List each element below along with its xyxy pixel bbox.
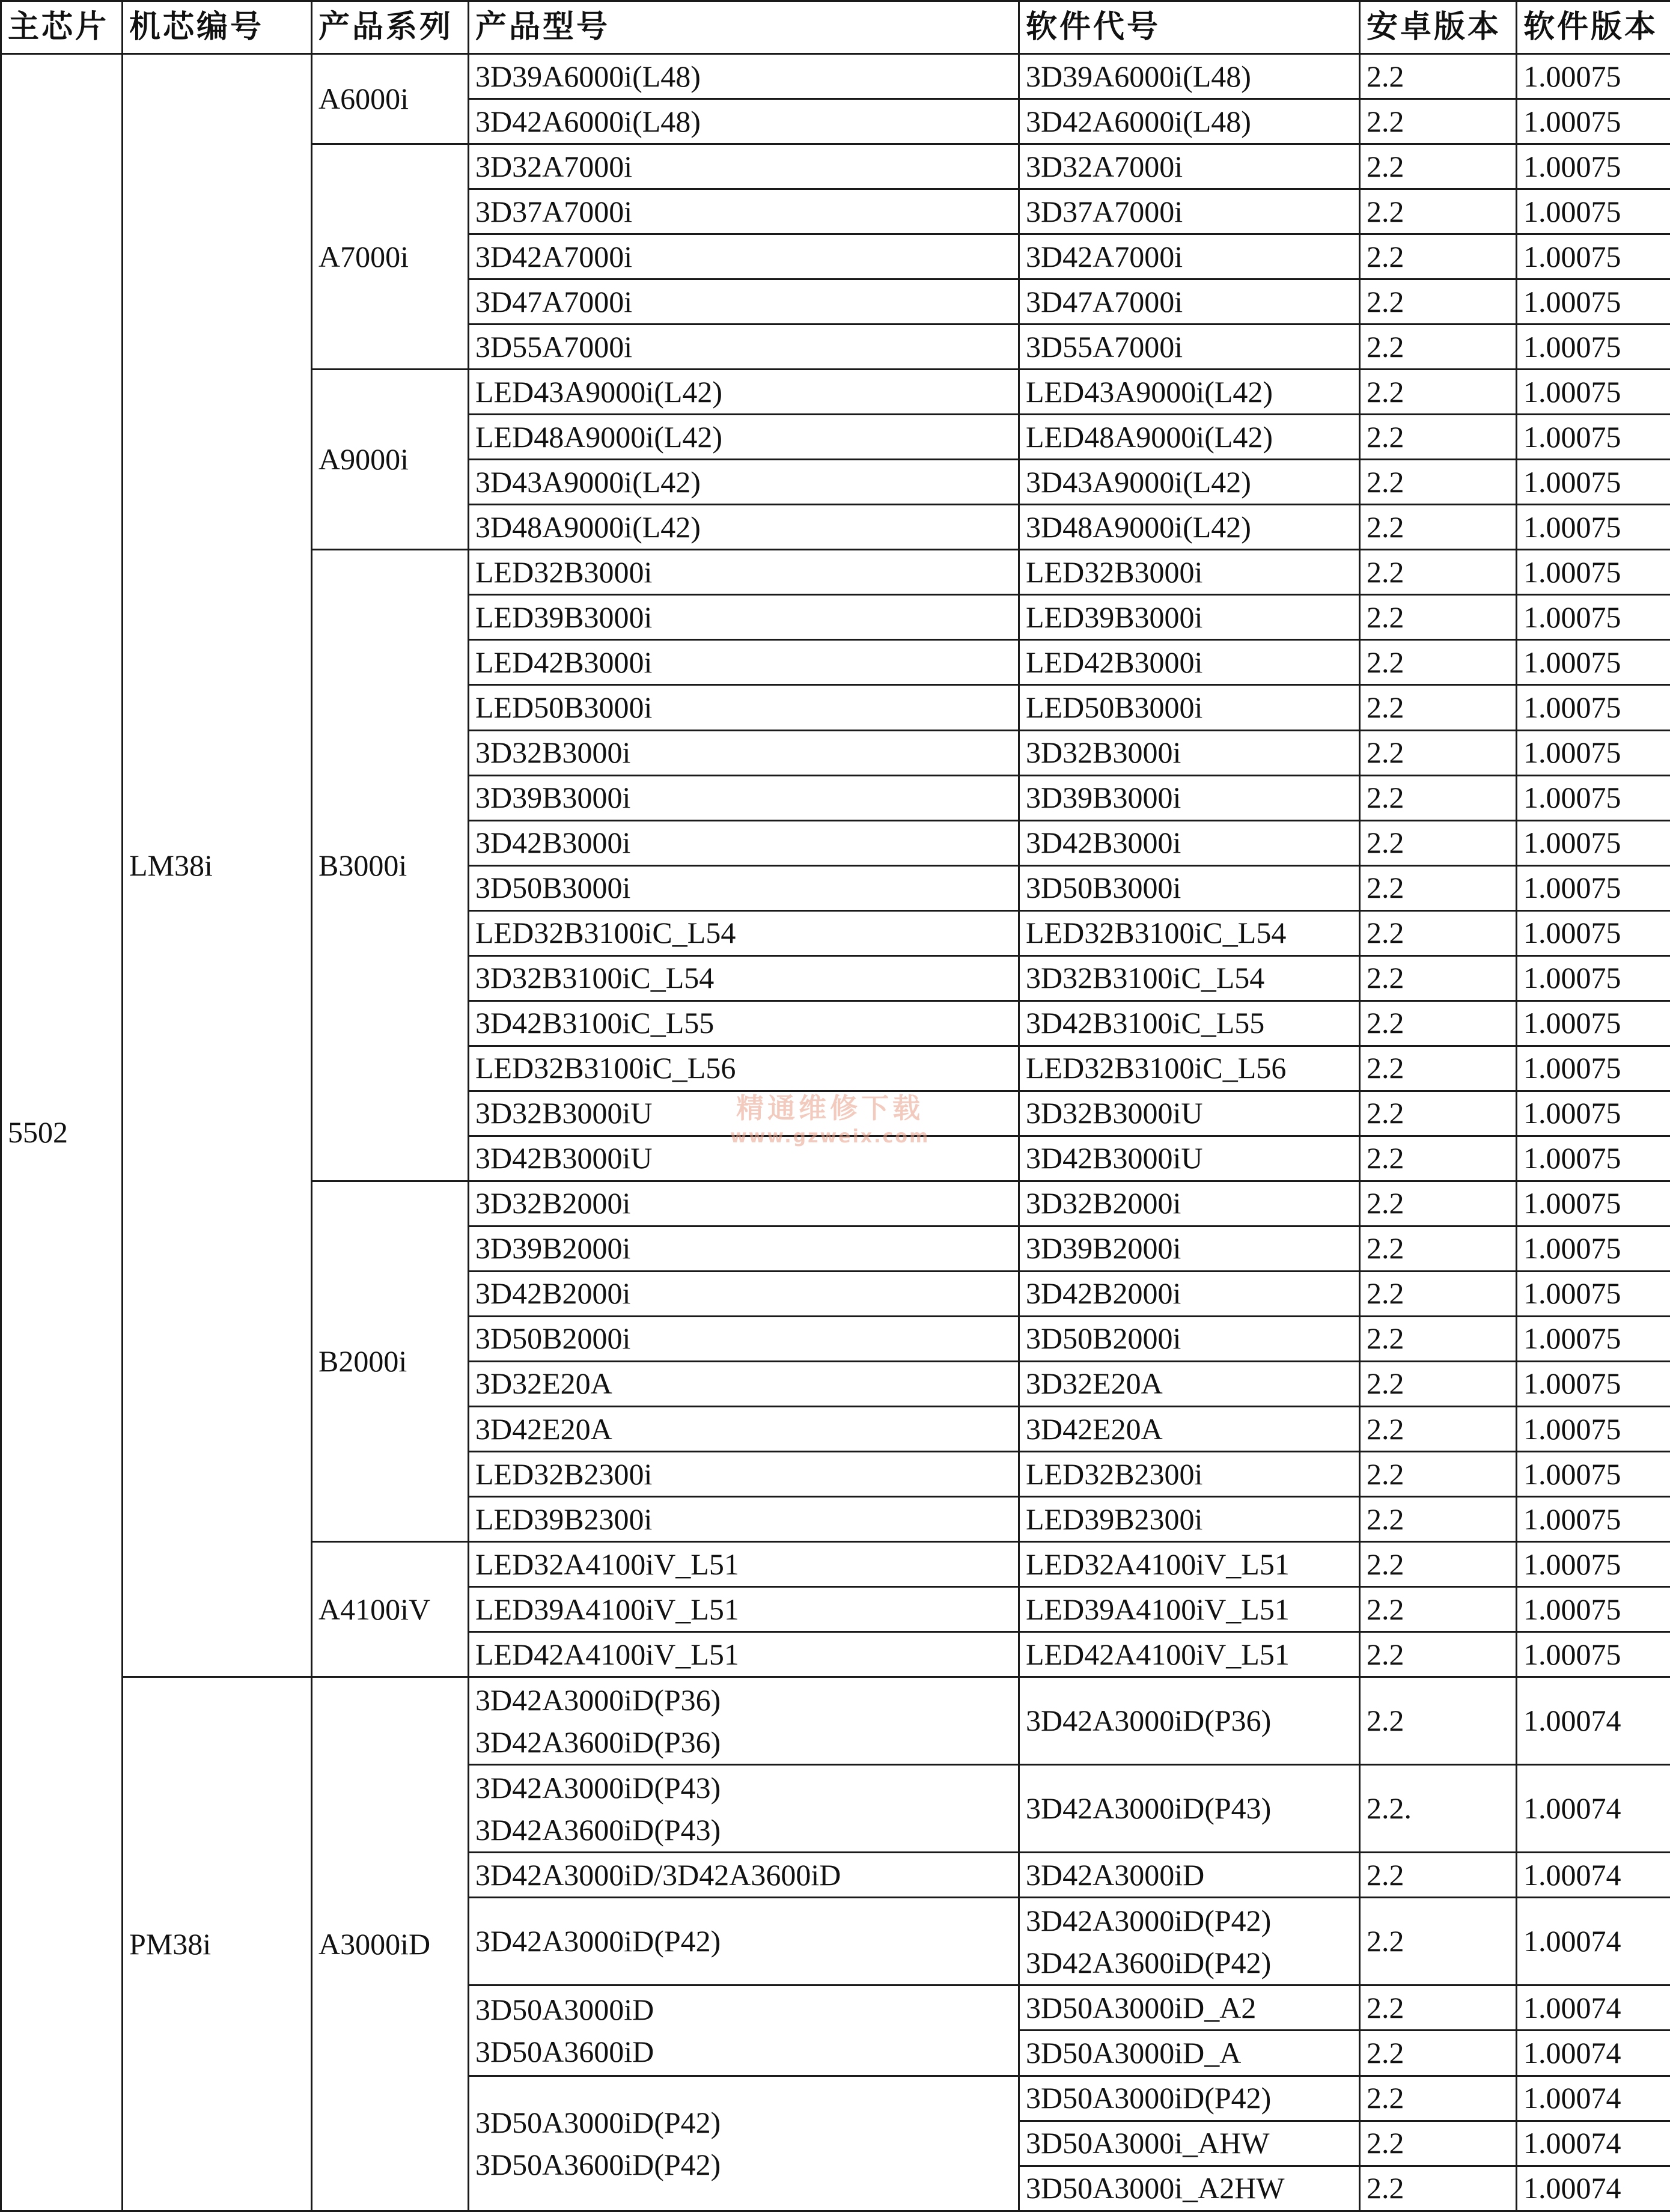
model-cell: 3D50B2000i bbox=[469, 1316, 1019, 1361]
android-cell: 2.2 bbox=[1360, 415, 1517, 460]
code-cell: LED39B3000i bbox=[1019, 595, 1360, 640]
model-cell bbox=[469, 1677, 1019, 1765]
code-cell: 3D50B3000i bbox=[1019, 865, 1360, 910]
cell-line: 3D50A3000iD bbox=[475, 1992, 654, 2026]
code-cell: LED48A9000i(L42) bbox=[1019, 415, 1360, 460]
version-cell: 1.00075 bbox=[1517, 279, 1670, 324]
model-cell bbox=[469, 1985, 1019, 2076]
header-cell: 产品型号 bbox=[469, 1, 1019, 54]
code-cell: 3D39A6000i(L48) bbox=[1019, 54, 1360, 99]
version-cell: 1.00075 bbox=[1517, 189, 1670, 234]
version-cell: 1.00075 bbox=[1517, 910, 1670, 955]
version-cell: 1.00075 bbox=[1517, 144, 1670, 189]
code-cell: 3D42A3000iD(P43) bbox=[1019, 1765, 1360, 1853]
android-cell: 2.2 bbox=[1360, 1136, 1517, 1181]
model-cell: 3D32B3100iC_L54 bbox=[469, 955, 1019, 1001]
model-cell: LED39A4100iV_L51 bbox=[469, 1587, 1019, 1632]
version-cell: 1.00075 bbox=[1517, 1497, 1670, 1542]
series-cell: A7000i bbox=[312, 144, 469, 370]
code-cell: 3D42A3000iD(P36) bbox=[1019, 1677, 1360, 1765]
model-cell: LED42B3000i bbox=[469, 640, 1019, 685]
android-cell: 2.2 bbox=[1360, 685, 1517, 730]
android-cell: 2.2 bbox=[1360, 1497, 1517, 1542]
version-cell: 1.00075 bbox=[1517, 415, 1670, 460]
version-cell: 1.00075 bbox=[1517, 1542, 1670, 1587]
android-cell: 2.2 bbox=[1360, 1361, 1517, 1406]
android-cell: 2.2 bbox=[1360, 910, 1517, 955]
android-cell: 2.2 bbox=[1360, 99, 1517, 144]
code-cell: LED42A4100iV_L51 bbox=[1019, 1632, 1360, 1677]
code-cell: 3D39B2000i bbox=[1019, 1226, 1360, 1271]
android-cell: 2.2 bbox=[1360, 2076, 1517, 2121]
series-cell: A3000iD bbox=[312, 1677, 469, 2211]
version-cell: 1.00075 bbox=[1517, 730, 1670, 775]
model-cell: LED39B2300i bbox=[469, 1497, 1019, 1542]
model-cell: 3D42B2000i bbox=[469, 1271, 1019, 1316]
model-cell: 3D42A3000iD/3D42A3600iD bbox=[469, 1853, 1019, 1898]
android-cell: 2.2 bbox=[1360, 595, 1517, 640]
android-cell: 2.2 bbox=[1360, 775, 1517, 820]
cell-line: 3D42A3600iD(P42) bbox=[1026, 1945, 1272, 1979]
android-cell: 2.2 bbox=[1360, 1853, 1517, 1898]
model-cell bbox=[469, 1765, 1019, 1853]
android-cell: 2.2 bbox=[1360, 1677, 1517, 1765]
version-cell: 1.00075 bbox=[1517, 1091, 1670, 1136]
version-cell: 1.00075 bbox=[1517, 1001, 1670, 1046]
header-cell: 产品系列 bbox=[312, 1, 469, 54]
version-cell: 1.00075 bbox=[1517, 460, 1670, 505]
model-cell: LED32B2300i bbox=[469, 1452, 1019, 1497]
version-cell: 1.00075 bbox=[1517, 1046, 1670, 1091]
header-cell: 软件版本 bbox=[1517, 1, 1670, 54]
version-cell: 1.00075 bbox=[1517, 1361, 1670, 1406]
version-cell: 1.00075 bbox=[1517, 1181, 1670, 1226]
android-cell: 2.2 bbox=[1360, 1181, 1517, 1226]
code-cell: 3D50A3000iD_A2 bbox=[1019, 1985, 1360, 2031]
android-cell: 2.2. bbox=[1360, 1765, 1517, 1853]
model-cell: 3D55A7000i bbox=[469, 324, 1019, 370]
model-cell: 3D32B2000i bbox=[469, 1181, 1019, 1226]
version-cell: 1.00075 bbox=[1517, 234, 1670, 279]
model-cell: LED50B3000i bbox=[469, 685, 1019, 730]
model-cell: LED32A4100iV_L51 bbox=[469, 1542, 1019, 1587]
code-cell: LED43A9000i(L42) bbox=[1019, 370, 1360, 415]
android-cell: 2.2 bbox=[1360, 54, 1517, 99]
android-cell: 2.2 bbox=[1360, 1985, 1517, 2031]
code-cell: LED32B3100iC_L56 bbox=[1019, 1046, 1360, 1091]
code-cell: 3D47A7000i bbox=[1019, 279, 1360, 324]
table-row bbox=[1, 54, 1670, 99]
model-cell: 3D42A3000iD(P42) bbox=[469, 1898, 1019, 1985]
cell-line: 3D42A3600iD(P43) bbox=[475, 1812, 721, 1847]
android-cell: 2.2 bbox=[1360, 370, 1517, 415]
model-cell: 3D32B3000i bbox=[469, 730, 1019, 775]
code-cell: LED32B3000i bbox=[1019, 550, 1360, 595]
version-cell: 1.00075 bbox=[1517, 1136, 1670, 1181]
android-cell: 2.2 bbox=[1360, 460, 1517, 505]
model-cell: LED32B3100iC_L54 bbox=[469, 910, 1019, 955]
model-cell: 3D39A6000i(L48) bbox=[469, 54, 1019, 99]
android-cell: 2.2 bbox=[1360, 279, 1517, 324]
model-cell: 3D32A7000i bbox=[469, 144, 1019, 189]
android-cell: 2.2 bbox=[1360, 234, 1517, 279]
android-cell: 2.2 bbox=[1360, 2031, 1517, 2076]
table-row bbox=[1, 1677, 1670, 1765]
code-cell: LED39B2300i bbox=[1019, 1497, 1360, 1542]
code-cell bbox=[1019, 1898, 1360, 1985]
code-cell: 3D32B3000iU bbox=[1019, 1091, 1360, 1136]
header-cell: 安卓版本 bbox=[1360, 1, 1517, 54]
model-cell: 3D42B3000iU bbox=[469, 1136, 1019, 1181]
series-cell: A9000i bbox=[312, 370, 469, 550]
model-cell: LED39B3000i bbox=[469, 595, 1019, 640]
version-cell: 1.00075 bbox=[1517, 775, 1670, 820]
code-cell: LED32B3100iC_L54 bbox=[1019, 910, 1360, 955]
cell-line: 3D42A3000iD(P36) bbox=[475, 1683, 721, 1717]
code-cell: 3D32B3000i bbox=[1019, 730, 1360, 775]
code-cell: LED39A4100iV_L51 bbox=[1019, 1587, 1360, 1632]
code-cell: 3D42B3000iU bbox=[1019, 1136, 1360, 1181]
code-cell: 3D37A7000i bbox=[1019, 189, 1360, 234]
code-cell: 3D42A6000i(L48) bbox=[1019, 99, 1360, 144]
model-cell: 3D32B3000iU bbox=[469, 1091, 1019, 1136]
cell-line: 3D50A3600iD bbox=[475, 2034, 654, 2068]
version-cell: 1.00074 bbox=[1517, 2076, 1670, 2121]
android-cell: 2.2 bbox=[1360, 640, 1517, 685]
code-cell: LED42B3000i bbox=[1019, 640, 1360, 685]
version-cell: 1.00075 bbox=[1517, 1587, 1670, 1632]
android-cell: 2.2 bbox=[1360, 1271, 1517, 1316]
header-cell: 机芯编号 bbox=[123, 1, 312, 54]
code-cell: 3D32B2000i bbox=[1019, 1181, 1360, 1226]
header-cell: 主芯片 bbox=[1, 1, 123, 54]
code-cell: 3D42B2000i bbox=[1019, 1271, 1360, 1316]
header-cell: 软件代号 bbox=[1019, 1, 1360, 54]
code-cell: 3D39B3000i bbox=[1019, 775, 1360, 820]
android-cell: 2.2 bbox=[1360, 324, 1517, 370]
model-cell: 3D32E20A bbox=[469, 1361, 1019, 1406]
series-cell: B2000i bbox=[312, 1181, 469, 1541]
core-cell: PM38i bbox=[123, 1677, 312, 2211]
version-cell: 1.00074 bbox=[1517, 1853, 1670, 1898]
model-cell: 3D47A7000i bbox=[469, 279, 1019, 324]
android-cell: 2.2 bbox=[1360, 1587, 1517, 1632]
version-cell: 1.00075 bbox=[1517, 1452, 1670, 1497]
version-cell: 1.00074 bbox=[1517, 2031, 1670, 2076]
android-cell: 2.2 bbox=[1360, 550, 1517, 595]
code-cell: 3D50A3000iD(P42) bbox=[1019, 2076, 1360, 2121]
code-cell: LED50B3000i bbox=[1019, 685, 1360, 730]
code-cell: 3D55A7000i bbox=[1019, 324, 1360, 370]
code-cell: 3D32B3100iC_L54 bbox=[1019, 955, 1360, 1001]
code-cell: 3D50A3000i_AHW bbox=[1019, 2121, 1360, 2166]
version-cell: 1.00075 bbox=[1517, 685, 1670, 730]
android-cell: 2.2 bbox=[1360, 189, 1517, 234]
model-cell bbox=[469, 2076, 1019, 2211]
android-cell: 2.2 bbox=[1360, 1091, 1517, 1136]
version-cell: 1.00075 bbox=[1517, 505, 1670, 550]
code-cell: 3D50B2000i bbox=[1019, 1316, 1360, 1361]
code-cell: LED32B2300i bbox=[1019, 1452, 1360, 1497]
model-cell: 3D42B3100iC_L55 bbox=[469, 1001, 1019, 1046]
model-cell: 3D42A7000i bbox=[469, 234, 1019, 279]
version-cell: 1.00075 bbox=[1517, 955, 1670, 1001]
model-cell: 3D43A9000i(L42) bbox=[469, 460, 1019, 505]
core-cell: LM38i bbox=[123, 54, 312, 1677]
watermark-text: 精通维修下载 bbox=[736, 1092, 924, 1124]
table-body bbox=[1, 1, 1670, 2211]
version-cell: 1.00075 bbox=[1517, 595, 1670, 640]
model-cell: 3D37A7000i bbox=[469, 189, 1019, 234]
chip-cell: 5502 bbox=[1, 54, 123, 2211]
android-cell: 2.2 bbox=[1360, 1898, 1517, 1985]
version-cell: 1.00075 bbox=[1517, 1226, 1670, 1271]
code-cell: 3D50A3000iD_A bbox=[1019, 2031, 1360, 2076]
code-cell: 3D43A9000i(L42) bbox=[1019, 460, 1360, 505]
version-cell: 1.00075 bbox=[1517, 640, 1670, 685]
code-cell: 3D42E20A bbox=[1019, 1406, 1360, 1451]
android-cell: 2.2 bbox=[1360, 1046, 1517, 1091]
model-cell: LED32B3100iC_L56 bbox=[469, 1046, 1019, 1091]
code-cell: 3D42B3000i bbox=[1019, 820, 1360, 865]
model-cell: LED32B3000i bbox=[469, 550, 1019, 595]
cell-line: 3D50A3000iD(P42) bbox=[475, 2105, 721, 2139]
version-cell: 1.00074 bbox=[1517, 2121, 1670, 2166]
series-cell: A4100iV bbox=[312, 1542, 469, 1677]
series-cell: B3000i bbox=[312, 550, 469, 1181]
version-cell: 1.00075 bbox=[1517, 820, 1670, 865]
model-cell: LED48A9000i(L42) bbox=[469, 415, 1019, 460]
version-cell: 1.00074 bbox=[1517, 1765, 1670, 1853]
android-cell: 2.2 bbox=[1360, 955, 1517, 1001]
android-cell: 2.2 bbox=[1360, 1226, 1517, 1271]
android-cell: 2.2 bbox=[1360, 865, 1517, 910]
android-cell: 2.2 bbox=[1360, 1406, 1517, 1451]
cell-line: 3D42A3600iD(P36) bbox=[475, 1725, 721, 1759]
android-cell: 2.2 bbox=[1360, 505, 1517, 550]
code-cell: 3D42B3100iC_L55 bbox=[1019, 1001, 1360, 1046]
version-cell: 1.00075 bbox=[1517, 1316, 1670, 1361]
cell-line: 3D42A3000iD(P43) bbox=[475, 1770, 721, 1805]
android-cell: 2.2 bbox=[1360, 1632, 1517, 1677]
android-cell: 2.2 bbox=[1360, 144, 1517, 189]
version-cell: 1.00074 bbox=[1517, 1898, 1670, 1985]
code-cell: LED32A4100iV_L51 bbox=[1019, 1542, 1360, 1587]
model-cell: 3D42E20A bbox=[469, 1406, 1019, 1451]
model-cell: 3D48A9000i(L42) bbox=[469, 505, 1019, 550]
cell-line: 3D50A3600iD(P42) bbox=[475, 2147, 721, 2181]
code-cell: 3D42A3000iD bbox=[1019, 1853, 1360, 1898]
android-cell: 2.2 bbox=[1360, 730, 1517, 775]
model-cell: LED43A9000i(L42) bbox=[469, 370, 1019, 415]
version-cell: 1.00075 bbox=[1517, 1271, 1670, 1316]
version-cell: 1.00075 bbox=[1517, 324, 1670, 370]
android-cell: 2.2 bbox=[1360, 2121, 1517, 2166]
model-cell: 3D39B2000i bbox=[469, 1226, 1019, 1271]
code-cell: 3D32A7000i bbox=[1019, 144, 1360, 189]
model-cell: 3D39B3000i bbox=[469, 775, 1019, 820]
model-cell: LED42A4100iV_L51 bbox=[469, 1632, 1019, 1677]
version-cell: 1.00074 bbox=[1517, 2166, 1670, 2211]
version-cell: 1.00074 bbox=[1517, 1677, 1670, 1765]
version-cell: 1.00075 bbox=[1517, 1632, 1670, 1677]
android-cell: 2.2 bbox=[1360, 1001, 1517, 1046]
version-cell: 1.00075 bbox=[1517, 99, 1670, 144]
code-cell: 3D32E20A bbox=[1019, 1361, 1360, 1406]
model-cell: 3D42A6000i(L48) bbox=[469, 99, 1019, 144]
code-cell: 3D42A7000i bbox=[1019, 234, 1360, 279]
cell-line: 3D42A3000iD(P42) bbox=[1026, 1903, 1272, 1937]
model-cell: 3D42B3000i bbox=[469, 820, 1019, 865]
android-cell: 2.2 bbox=[1360, 1452, 1517, 1497]
model-cell: 3D50B3000i bbox=[469, 865, 1019, 910]
version-cell: 1.00075 bbox=[1517, 865, 1670, 910]
version-cell: 1.00075 bbox=[1517, 1406, 1670, 1451]
android-cell: 2.2 bbox=[1360, 1542, 1517, 1587]
version-cell: 1.00075 bbox=[1517, 550, 1670, 595]
code-cell: 3D48A9000i(L42) bbox=[1019, 505, 1360, 550]
version-cell: 1.00075 bbox=[1517, 370, 1670, 415]
android-cell: 2.2 bbox=[1360, 820, 1517, 865]
series-cell: A6000i bbox=[312, 54, 469, 144]
code-cell: 3D50A3000i_A2HW bbox=[1019, 2166, 1360, 2211]
watermark-url: www.gzweix.com bbox=[730, 1126, 930, 1147]
android-cell: 2.2 bbox=[1360, 2166, 1517, 2211]
version-cell: 1.00074 bbox=[1517, 1985, 1670, 2031]
android-cell: 2.2 bbox=[1360, 1316, 1517, 1361]
version-cell: 1.00075 bbox=[1517, 54, 1670, 99]
header-row bbox=[1, 1, 1670, 54]
